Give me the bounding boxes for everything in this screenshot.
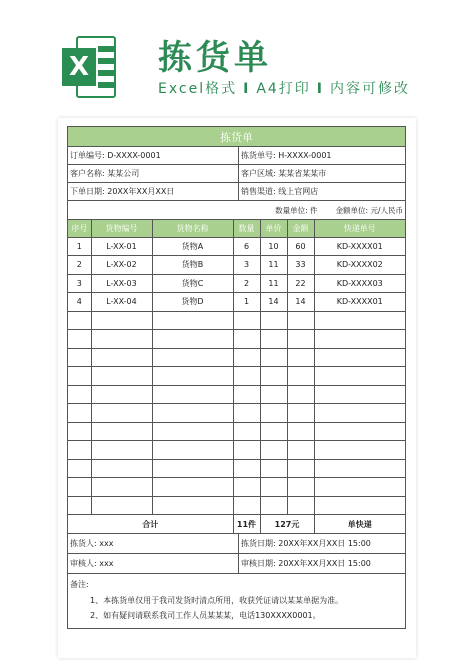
empty-cell <box>233 441 260 460</box>
empty-cell <box>233 422 260 441</box>
column-header: 货物编号 <box>91 220 152 237</box>
empty-cell <box>287 330 314 349</box>
sales-channel: 销售渠道: 线上官网店 <box>241 187 319 196</box>
empty-cell <box>260 496 287 515</box>
empty-cell <box>68 422 91 441</box>
subtitle-separator: I <box>316 81 325 97</box>
empty-cell <box>260 422 287 441</box>
empty-cell <box>91 459 152 478</box>
empty-cell <box>314 404 405 423</box>
table-cell: L-XX-04 <box>91 293 152 312</box>
empty-row <box>68 330 405 349</box>
excel-logo-icon <box>62 36 118 98</box>
empty-cell <box>260 367 287 386</box>
empty-cell <box>314 367 405 386</box>
total-quantity: 11件 <box>233 515 260 534</box>
note-line: 2、如有疑问请联系我司工作人员某某某，电话130XXXX0001。 <box>90 611 321 620</box>
empty-cell <box>314 459 405 478</box>
empty-cell <box>152 385 233 404</box>
empty-cell <box>260 478 287 497</box>
table-cell: KD-XXXX01 <box>314 293 405 312</box>
total-status: 单快递 <box>314 515 405 534</box>
empty-row <box>68 478 405 497</box>
empty-cell <box>260 348 287 367</box>
empty-cell <box>260 459 287 478</box>
table-cell: 3 <box>233 256 260 275</box>
empty-cell <box>152 330 233 349</box>
empty-cell <box>287 478 314 497</box>
empty-cell <box>233 367 260 386</box>
empty-row <box>68 311 405 330</box>
signature-row <box>68 554 405 574</box>
customer-name: 客户名称: 某某公司 <box>68 165 239 182</box>
empty-cell <box>287 459 314 478</box>
column-header: 金额 <box>287 220 314 237</box>
table-cell: L-XX-02 <box>91 256 152 275</box>
empty-cell <box>314 422 405 441</box>
empty-cell <box>91 348 152 367</box>
empty-cell <box>152 348 233 367</box>
empty-cell <box>152 496 233 515</box>
empty-cell <box>287 441 314 460</box>
table-cell: 4 <box>68 293 91 312</box>
units-row <box>68 201 405 220</box>
column-header: 序号 <box>68 220 91 237</box>
empty-cell <box>68 478 91 497</box>
table-row <box>68 256 405 275</box>
column-header: 数量 <box>233 220 260 237</box>
empty-cell <box>91 311 152 330</box>
empty-cell <box>68 441 91 460</box>
table-cell: 22 <box>287 274 314 293</box>
pick-date: 拣货日期: 20XX年XX月XX日 15:00 <box>241 539 371 548</box>
items-table <box>68 220 405 534</box>
table-cell: 33 <box>287 256 314 275</box>
table-cell: L-XX-01 <box>91 237 152 256</box>
table-cell: 2 <box>233 274 260 293</box>
header-banner <box>0 0 474 118</box>
empty-cell <box>260 385 287 404</box>
table-cell: 14 <box>287 293 314 312</box>
empty-cell <box>233 459 260 478</box>
empty-cell <box>314 478 405 497</box>
empty-cell <box>233 311 260 330</box>
empty-row <box>68 422 405 441</box>
empty-cell <box>233 385 260 404</box>
picker: 拣货人: xxx <box>68 534 239 553</box>
total-label: 合计 <box>68 515 233 534</box>
empty-cell <box>152 367 233 386</box>
table-cell: 货物B <box>152 256 233 275</box>
table-header-row <box>68 220 405 237</box>
empty-cell <box>260 441 287 460</box>
quantity-unit: 数量单位: 件 <box>275 205 318 215</box>
empty-cell <box>314 330 405 349</box>
empty-cell <box>233 404 260 423</box>
notes-section <box>68 574 405 629</box>
signature-row <box>68 534 405 554</box>
empty-cell <box>68 459 91 478</box>
empty-cell <box>68 348 91 367</box>
empty-cell <box>91 496 152 515</box>
empty-cell <box>68 404 91 423</box>
review-date: 审核日期: 20XX年XX月XX日 15:00 <box>241 559 371 568</box>
empty-cell <box>314 348 405 367</box>
empty-row <box>68 348 405 367</box>
empty-cell <box>314 311 405 330</box>
table-cell: L-XX-03 <box>91 274 152 293</box>
empty-cell <box>91 422 152 441</box>
empty-cell <box>91 385 152 404</box>
column-header: 快递单号 <box>314 220 405 237</box>
table-cell: 60 <box>287 237 314 256</box>
empty-cell <box>91 330 152 349</box>
order-number: 订单编号: D-XXXX-0001 <box>68 147 239 164</box>
total-row <box>68 515 405 534</box>
table-cell: 货物D <box>152 293 233 312</box>
notes-heading: 备注: <box>70 580 89 589</box>
table-cell: 11 <box>260 274 287 293</box>
picking-form <box>67 126 406 629</box>
empty-cell <box>314 385 405 404</box>
table-cell: 10 <box>260 237 287 256</box>
table-cell: 2 <box>68 256 91 275</box>
total-amount: 127元 <box>260 515 314 534</box>
empty-cell <box>260 311 287 330</box>
empty-cell <box>91 404 152 423</box>
empty-row <box>68 367 405 386</box>
empty-cell <box>314 441 405 460</box>
page-title: 拣货单 <box>158 38 272 78</box>
column-header: 货物名称 <box>152 220 233 237</box>
empty-cell <box>152 478 233 497</box>
table-cell: 3 <box>68 274 91 293</box>
empty-cell <box>287 404 314 423</box>
empty-cell <box>152 441 233 460</box>
page-subtitle <box>158 78 410 98</box>
empty-row <box>68 385 405 404</box>
table-cell: KD-XXXX01 <box>314 237 405 256</box>
empty-cell <box>68 311 91 330</box>
table-cell: 货物A <box>152 237 233 256</box>
order-date: 下单日期: 20XX年XX月XX日 <box>68 183 239 200</box>
customer-region: 客户区域: 某某省某某市 <box>241 169 327 178</box>
empty-cell <box>91 367 152 386</box>
empty-cell <box>287 367 314 386</box>
excel-x-mark: X <box>62 48 96 86</box>
empty-cell <box>314 496 405 515</box>
empty-row <box>68 441 405 460</box>
empty-cell <box>287 348 314 367</box>
empty-cell <box>233 478 260 497</box>
empty-cell <box>152 404 233 423</box>
empty-cell <box>287 422 314 441</box>
empty-cell <box>152 422 233 441</box>
empty-cell <box>287 496 314 515</box>
empty-cell <box>68 385 91 404</box>
table-cell: 6 <box>233 237 260 256</box>
empty-cell <box>68 330 91 349</box>
info-row <box>68 183 405 201</box>
reviewer: 审核人: xxx <box>68 554 239 573</box>
subtitle-separator: I <box>243 81 251 97</box>
column-header: 单价 <box>260 220 287 237</box>
info-row <box>68 147 405 165</box>
empty-row <box>68 459 405 478</box>
table-cell: 14 <box>260 293 287 312</box>
empty-cell <box>260 404 287 423</box>
empty-cell <box>287 311 314 330</box>
table-row <box>68 237 405 256</box>
table-cell: 1 <box>233 293 260 312</box>
empty-cell <box>152 459 233 478</box>
empty-cell <box>233 330 260 349</box>
info-row <box>68 165 405 183</box>
empty-cell <box>260 330 287 349</box>
table-cell: 11 <box>260 256 287 275</box>
empty-cell <box>233 348 260 367</box>
table-row <box>68 274 405 293</box>
table-cell: 货物C <box>152 274 233 293</box>
amount-unit: 金额单位: 元/人民币 <box>335 205 403 215</box>
form-title: 拣货单 <box>68 127 405 147</box>
empty-cell <box>287 385 314 404</box>
empty-cell <box>233 496 260 515</box>
empty-cell <box>68 496 91 515</box>
table-cell: KD-XXXX02 <box>314 256 405 275</box>
empty-cell <box>152 311 233 330</box>
empty-cell <box>91 441 152 460</box>
table-row <box>68 293 405 312</box>
pick-number: 拣货单号: H-XXXX-0001 <box>241 151 332 160</box>
empty-row <box>68 496 405 515</box>
empty-cell <box>68 367 91 386</box>
document-preview <box>58 118 416 658</box>
subtitle-format: Excel格式 <box>158 81 238 97</box>
note-line: 1、本拣货单仅用于我司发货时清点所用，收获凭证请以某某单据为准。 <box>90 595 344 605</box>
table-cell: KD-XXXX03 <box>314 274 405 293</box>
table-cell: 1 <box>68 237 91 256</box>
subtitle-editable: 内容可修改 <box>330 81 411 97</box>
empty-row <box>68 404 405 423</box>
empty-cell <box>91 478 152 497</box>
subtitle-print: A4打印 <box>256 81 311 97</box>
